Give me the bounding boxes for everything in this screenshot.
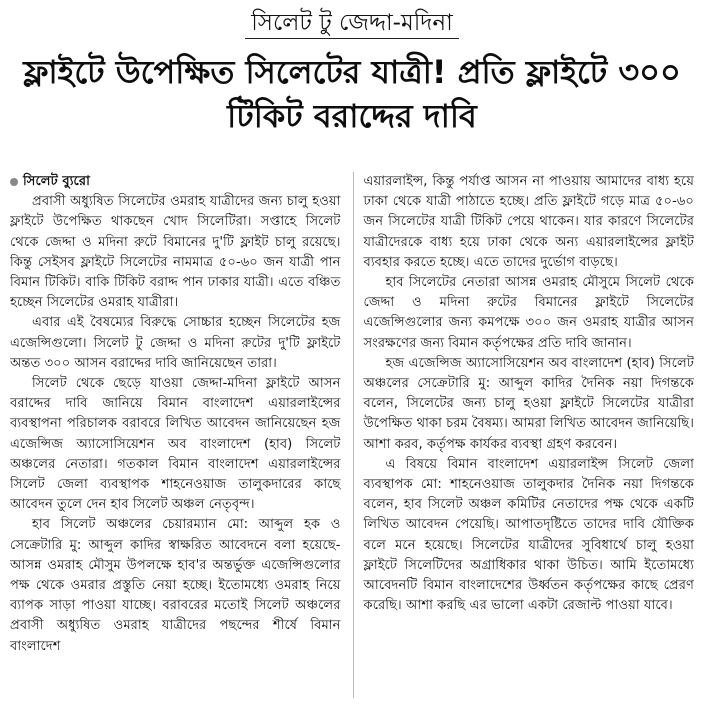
paragraph: হাব সিলেটের নেতারা আসন্ন ওমরাহ মৌসুমে সিলেট থেকে জেদ্দা ও মদিনা রুটের বিমানের ফ্লাইটে সিলেটের এজেন্সিগুলোর জন্য কমপক্ষে ৩০০ জন ওমরাহ যাত্রীর আসন সংরক্ষণের জন্য বিমান কর্তৃপক্ষের প্রতি দাবি জানান। [363, 275, 694, 351]
paragraph: এয়ারলাইন্স, কিন্তু পর্যাপ্ত আসন না পাওয়ায় আমাদের বাধ্য হয়ে ঢাকা থেকে যাত্রী পাঠাতে হচ্ছে। প্রতি ফ্লাইটে গড়ে মাত্র ৫০-৬০ জন সিলেটের যাত্রী টিকিট পেয়ে থাকেন। যার কারণে সিলেটের যাত্রীদেরকে বাধ্য হয়ে ঢাকা থেকে অন্য এয়ারলাইন্সের ফ্লাইট ব্যবহার করতে হচ্ছে। এতে তাদের দুর্ভোগ বাড়ছে। [363, 174, 694, 270]
byline [10, 172, 341, 192]
column-left [10, 172, 341, 698]
byline-text: সিলেট ব্যুরো [23, 174, 90, 189]
paragraph: হাব সিলেট অঞ্চলের চেয়ারম্যান মো: আব্দুল হক ও সেক্রেটারি মু: আব্দুল কাদির স্বাক্ষরিত আবেদনে বলা হয়েছে- আসন্ন ওমরাহ মৌসুম উপলক্ষে হাব'র অন্তর্ভুক্ত এজেন্সিগুলোর পক্ষ থেকে ওমরার প্রস্তুতি নেয়া হচ্ছে। ইতোমধ্যে ওমরাহ নিয়ে ব্যাপক সাড়া পাওয়া যাচ্ছে। বরাবরের মতোই সিলেট অঞ্চলের প্রবাসী অধ্যুষিত ওমরাহ যাত্রীদের পছন্দের শীর্ষে বিমান বাংলাদেশ [10, 517, 341, 654]
article-headline: ফ্লাইটে উপেক্ষিত সিলেটের যাত্রী! প্রতি ফ্লাইটে ৩০০ টিকিট বরাদ্দের দাবি [23, 53, 681, 135]
column-right [353, 172, 695, 698]
paragraph: এ বিষয়ে বিমান বাংলাদেশ এয়ারলাইন্স সিলেট জেলা ব্যবস্থাপক মো: শাহনেওয়াজ তালুকদার দৈনিক নয়া দিগন্তকে বলেন, হাব সিলেট অঞ্চল কমিটির নেতাদের পক্ষ থেকে একটি লিখিত আবেদন পেয়েছি। আপাতদৃষ্টিতে তাদের দাবি যৌক্তিক বলে মনে হয়েছে। সিলেটের যাত্রীদের সুবিধার্থে চালু হওয়া ফ্লাইটে সিলেটিদের অগ্রাধিকার থাকা উচিত। আমি ইতোমধ্যে আবেদনটি বিমান বাংলাদেশের উর্ধ্বতন কর্তৃপক্ষের কাছে প্রেরণ করেছি। আশা করছি এর ভালো একটা রেজাল্ট পাওয়া যাবে। [363, 456, 694, 614]
paragraph: হজ এজেন্সিজ অ্যাসোসিয়েশন অব বাংলাদেশ (হাব) সিলেট অঞ্চলের সেক্রেটারি মু: আব্দুল কাদির দৈনিক নয়া দিগন্তকে বলেন, সিলেটের জন্য চালু হওয়া ফ্লাইটে সিলেটের যাত্রীরা উপেক্ষিত থাকা চরম বৈষম্য। আমরা লিখিত আবেদন জানিয়েছি। আশা করব, কর্তৃপক্ষ কার্যকর ব্যবস্থা গ্রহণ করবেন। [363, 355, 694, 452]
article-kicker: সিলেট টু জেদ্দা-মদিনা [10, 6, 694, 46]
paragraph: সিলেট থেকে ছেড়ে যাওয়া জেদ্দা-মদিনা ফ্লাইটে আসন বরাদ্দের দাবি জানিয়ে বিমান বাংলাদেশ এয়ারলাইন্সের ব্যবস্থাপনা পরিচালক বরাবরে লিখিত আবেদন জানিয়েছেন হজ এজেন্সিজ অ্যাসোসিয়েশন অব বাংলাদেশ (হাব) সিলেট অঞ্চলের নেতারা। গতকাল বিমান বাংলাদেশ এয়ারলাইন্সের সিলেট জেলা ব্যবস্থাপক শাহনেওয়াজ তালুকদারের কাছে আবেদন তুলে দেন হাব সিলেট অঞ্চল নেতৃবৃন্দ। [10, 376, 341, 513]
paragraph: এবার এই বৈষম্যের বিরুদ্ধে সোচ্চার হচ্ছেন সিলেটের হজ এজেন্সিগুলো। সিলেট টু জেদ্দা ও মদিনা রুটের দু'টি ফ্লাইটে অন্তত ৩০০ আসন বরাদ্দের দাবি জানিয়েছেন তারা। [10, 315, 341, 371]
paragraph: প্রবাসী অধ্যুষিত সিলেটের ওমরাহ যাত্রীদের জন্য চালু হওয়া ফ্লাইটে উপেক্ষিত থাকছেন খোদ সিলেটিরা। সপ্তাহে সিলেট থেকে জেদ্দা ও মদিনা রুটে বিমানের দু'টি ফ্লাইট চালু রয়েছে। কিন্তু সেইসব ফ্লাইটে সিলেটের নামমাত্র ৫০-৬০ জন যাত্রী পান বিমান টিকিট। বাকি টিকিট বরাদ্দ পান ঢাকার যাত্রী। এতে বঞ্চিত হচ্ছেন সিলেটের ওমরাহ যাত্রীরা। [10, 194, 341, 311]
article-body [10, 172, 694, 698]
bullet-icon [10, 178, 18, 186]
